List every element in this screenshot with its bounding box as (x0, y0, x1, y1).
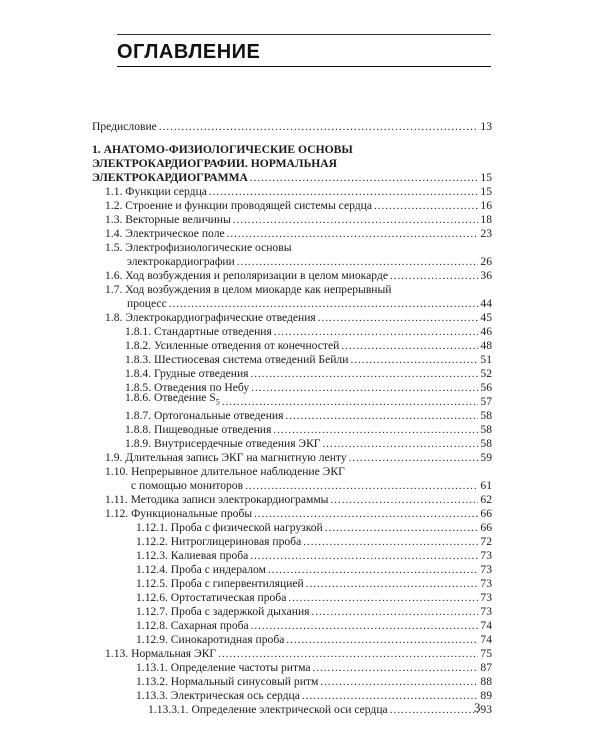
top-rule (117, 34, 491, 35)
toc-entry-page: 15 (480, 171, 492, 184)
dot-leader (274, 325, 479, 339)
toc-entry-title: 1.13.1. Определение частоты ритма (136, 661, 311, 674)
subscript: 5 (215, 397, 220, 406)
toc-entry-1-2[interactable] (92, 199, 492, 213)
dot-leader (320, 675, 478, 689)
toc-entry-1-8-8[interactable] (92, 423, 492, 437)
toc-entry-1-4[interactable] (92, 227, 492, 241)
page-number: 3 (474, 700, 481, 715)
toc-entry-title: Предисловие (92, 120, 157, 133)
toc-entry-1-3[interactable] (92, 213, 492, 227)
dot-leader (250, 171, 478, 185)
dot-leader (237, 255, 479, 269)
toc-entry-1-13-3[interactable] (92, 689, 492, 703)
toc-entry-1-8-6[interactable] (92, 390, 492, 409)
toc-entry-1-12-4[interactable] (92, 563, 492, 577)
toc-entry-page: 73 (480, 605, 492, 618)
dot-leader (288, 591, 478, 605)
dot-leader (306, 577, 479, 591)
dot-leader (273, 423, 478, 437)
toc-entry-title-line: ЭЛЕКТРОКАРДИОГРАММА (92, 171, 248, 184)
toc-entry-1-12-3[interactable] (92, 549, 492, 563)
toc-entry-1-8-2[interactable] (92, 339, 492, 353)
dot-leader (245, 479, 478, 493)
toc-entry-page: 56 (480, 381, 492, 394)
toc-entry-title: 1.12.6. Ортостатическая проба (136, 591, 287, 604)
dot-leader (218, 647, 478, 661)
toc-entry-page: 62 (480, 493, 492, 506)
toc-entry-page: 51 (480, 353, 492, 366)
toc-entry-title: 1.13. Нормальная ЭКГ (105, 647, 217, 660)
toc-entry-1-9[interactable] (92, 451, 492, 465)
toc-entry-page: 57 (480, 395, 492, 408)
dot-leader (341, 339, 478, 353)
dot-leader (302, 689, 479, 703)
toc-entry-page: 73 (480, 591, 492, 604)
dot-leader (318, 311, 479, 325)
toc-entry-title: 1.12.9. Синокаротидная проба (136, 633, 285, 646)
dot-leader (233, 213, 479, 227)
toc-entry-page: 73 (480, 549, 492, 562)
toc-entry-1-10[interactable] (92, 465, 492, 493)
toc-entry-page: 73 (480, 563, 492, 576)
toc-entry-title: 1.13.3.1. Определение электрической оси сердца (148, 703, 388, 716)
toc-entry-title-line: процесс (127, 297, 167, 310)
toc-entry-title: 1.8. Электрокардиографические отведения (105, 311, 316, 324)
toc-entry-title-line: 1.7. Ход возбуждения в целом миокарде как непрерывный (105, 283, 392, 296)
toc-entry-page: 58 (480, 409, 492, 422)
toc-entry-page: 44 (480, 297, 492, 310)
toc-entry-preface[interactable] (92, 120, 492, 134)
toc-entry-1-12-5[interactable] (92, 577, 492, 591)
toc-entry-1-8[interactable] (92, 311, 492, 325)
toc-entry-title: 1.8.2. Усиленные отведения от конечностей (125, 339, 340, 352)
toc-entry-page: 13 (480, 120, 492, 133)
dot-leader (325, 521, 479, 535)
dot-leader (209, 185, 478, 199)
toc-entry-title: 1.12.4. Проба с индералом (136, 563, 266, 576)
toc-entry-title-line: 1.10. Непрерывное длительное наблюдение ЭКГ (105, 465, 345, 478)
page-title: ОГЛАВЛЕНИЕ (117, 41, 261, 63)
toc-entry-title-line: с помощью мониторов (131, 479, 244, 492)
toc-entry-1-13-2[interactable] (92, 675, 492, 689)
toc-entry-page: 58 (480, 423, 492, 436)
toc-entry-title: 1.4. Электрическое поле (105, 227, 225, 240)
toc-entry-page: 72 (480, 535, 492, 548)
toc-entry-title: 1.8.3. Шестиосевая система отведений Бейли (125, 353, 349, 366)
toc-entry-1-11[interactable] (92, 493, 492, 507)
toc-entry-title: 1.8.5. Отведения по Небу (125, 381, 250, 394)
toc-entry-1-13-1[interactable] (92, 661, 492, 675)
toc-entry-title: 1.13.3. Электрическая ось сердца (136, 689, 300, 702)
dot-leader (169, 297, 479, 311)
toc-entry-page: 88 (480, 675, 492, 688)
toc-entry-1-5[interactable] (92, 241, 492, 269)
dot-leader (374, 199, 478, 213)
toc-entry-1-13[interactable] (92, 647, 492, 661)
toc-entry-page: 16 (480, 199, 492, 212)
toc-entry-page: 89 (480, 689, 492, 702)
toc-entry-chapter-1[interactable] (92, 143, 492, 185)
toc-entry-page: 52 (480, 367, 492, 380)
toc-entry-title: 1.8.7. Ортогональные отведения (125, 409, 284, 422)
dot-leader (251, 367, 479, 381)
toc-entry-1-8-4[interactable] (92, 367, 492, 381)
toc-entry-page: 58 (480, 437, 492, 450)
toc-entry-page: 26 (480, 255, 492, 268)
toc-entry-page: 74 (480, 633, 492, 646)
toc-entry-1-12-8[interactable] (92, 619, 492, 633)
toc-entry-page: 23 (480, 227, 492, 240)
dot-leader (227, 227, 479, 241)
toc-entry-1-12-2[interactable] (92, 535, 492, 549)
dot-leader (286, 633, 478, 647)
toc-entry-1-8-7[interactable] (92, 409, 492, 423)
toc-entry-page: 75 (480, 647, 492, 660)
dot-leader (330, 493, 478, 507)
toc-entry-title-line: 1. АНАТОМО-ФИЗИОЛОГИЧЕСКИЕ ОСНОВЫ (92, 143, 353, 156)
toc-entry-title-line: 1.5. Электрофизиологические основы (105, 241, 292, 254)
toc-entry-title: 1.8.8. Пищеводные отведения (125, 423, 272, 436)
toc-entry-1-8-9[interactable] (92, 437, 492, 451)
dot-leader (323, 437, 479, 451)
toc-entry-page: 36 (480, 269, 492, 282)
heading-block (117, 34, 491, 67)
toc-entry-1-6[interactable] (92, 269, 492, 283)
toc-entry-1-1[interactable] (92, 185, 492, 199)
toc-entry-1-12-9[interactable] (92, 633, 492, 647)
toc-entry-title: 1.2. Строение и функции проводящей системы сердца (105, 199, 373, 212)
dot-leader (254, 507, 478, 521)
toc-entry-title: 1.12.8. Сахарная проба (136, 619, 249, 632)
toc-entry-page: 66 (480, 521, 492, 534)
toc-entry-title: 1.9. Длительная запись ЭКГ на магнитную ленту (105, 451, 347, 464)
toc-entry-title: 1.13.2. Нормальный синусовый ритм (136, 675, 319, 688)
toc-entry-title: 1.6. Ход возбуждения и реполяризации в целом миокарде (105, 269, 388, 282)
dot-leader (311, 605, 478, 619)
toc-entry-title: 1.12.2. Нитроглицериновая проба (136, 535, 302, 548)
dot-leader (312, 661, 478, 675)
toc-entry-1-12-7[interactable] (92, 605, 492, 619)
toc-entry-title-line: электрокардиографии (127, 255, 235, 268)
dot-leader (350, 353, 478, 367)
toc-entry-1-8-1[interactable] (92, 325, 492, 339)
table-of-contents (92, 120, 492, 717)
toc-entry-title: 1.8.1. Стандартные отведения (125, 325, 272, 338)
toc-entry-title: 1.11. Методика записи электрокардиограммы (105, 493, 329, 506)
toc-entry-1-12-1[interactable] (92, 521, 492, 535)
toc-entry-1-7[interactable] (92, 283, 492, 311)
toc-entry-page: 93 (480, 703, 492, 716)
dot-leader (251, 619, 479, 633)
toc-entry-title-line: ЭЛЕКТРОКАРДИОГРАФИИ. НОРМАЛЬНАЯ (92, 157, 337, 170)
title-underline (117, 66, 491, 67)
toc-entry-page: 87 (480, 661, 492, 674)
toc-entry-title: 1.3. Векторные величины (105, 213, 231, 226)
toc-entry-title: 1.8.9. Внутрисердечные отведения ЭКГ (125, 437, 321, 450)
toc-entry-page: 18 (480, 213, 492, 226)
toc-entry-title: 1.1. Функции сердца (105, 185, 207, 198)
toc-entry-1-13-3-1[interactable] (92, 703, 492, 717)
toc-entry-page: 74 (480, 619, 492, 632)
dot-leader (159, 120, 479, 134)
dot-leader (222, 395, 479, 409)
toc-entry-page: 46 (480, 325, 492, 338)
toc-entry-title: 1.12.1. Проба с физической нагрузкой (136, 521, 323, 534)
toc-entry-1-12[interactable] (92, 507, 492, 521)
toc-entry-title: 1.12.5. Проба с гипервентиляцией (136, 577, 304, 590)
toc-entry-title: 1.12. Функциональные пробы (105, 507, 253, 520)
toc-entry-page: 66 (480, 507, 492, 520)
dot-leader (303, 535, 478, 549)
toc-entry-1-12-6[interactable] (92, 591, 492, 605)
toc-entry-1-8-3[interactable] (92, 353, 492, 367)
toc-entry-page: 61 (480, 479, 492, 492)
toc-entry-page: 45 (480, 311, 492, 324)
toc-entry-page: 48 (480, 339, 492, 352)
toc-entry-title: 1.12.3. Калиевая проба (136, 549, 249, 562)
toc-entry-page: 59 (480, 451, 492, 464)
toc-entry-title: 1.8.4. Грудные отведения (125, 367, 249, 380)
dot-leader (268, 563, 478, 577)
dot-leader (285, 409, 478, 423)
dot-leader (251, 381, 478, 395)
dot-leader (250, 549, 478, 563)
toc-entry-title: 1.12.7. Проба с задержкой дыхания (136, 605, 310, 618)
toc-entry-title: 1.8.6. Отведение $S_5$ (125, 390, 220, 406)
dot-leader (349, 451, 479, 465)
toc-entry-page: 15 (480, 185, 492, 198)
toc-entry-page: 73 (480, 577, 492, 590)
dot-leader (390, 703, 479, 717)
dot-leader (390, 269, 478, 283)
